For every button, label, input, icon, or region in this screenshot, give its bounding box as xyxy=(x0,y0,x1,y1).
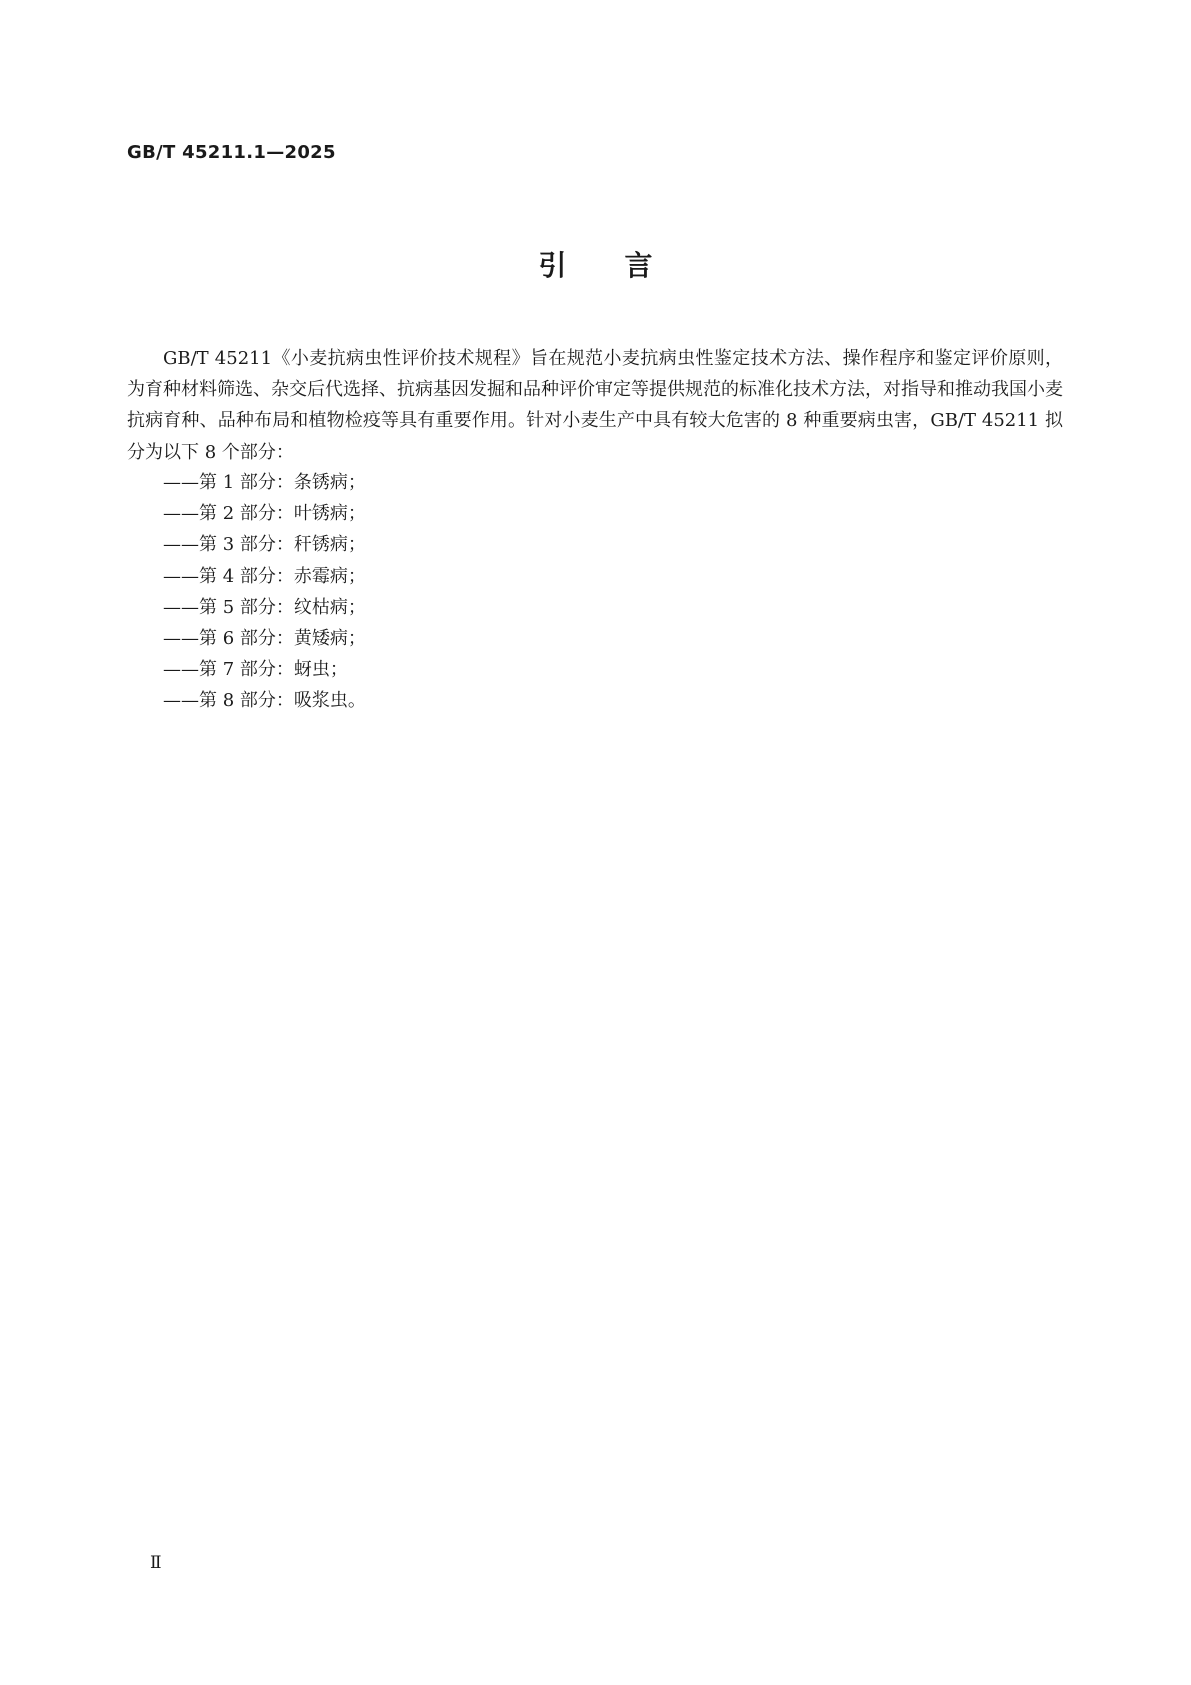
list-item-part-5: ——第 5 部分：纹枯病； xyxy=(163,596,366,618)
list-item-part-2: ——第 2 部分：叶锈病； xyxy=(163,503,366,525)
list-item-part-4: ——第 4 部分：赤霉病； xyxy=(163,565,366,587)
list-item-part-1: ——第 1 部分：条锈病； xyxy=(163,472,366,493)
list-item-part-6: ——第 6 部分：黄矮病； xyxy=(163,628,366,650)
list-item-part-7: ——第 7 部分：蚜虫； xyxy=(163,659,348,681)
list-item-part-3: ——第 3 部分：秆锈病； xyxy=(163,534,366,556)
intro-paragraph: GB/T 45211《小麦抗病虫性评价技术规程》旨在规范小麦抗病虫性鉴定技术方法、操作程序和鉴定评价原则，为育种材料筛选、杂交后代选择、抗病基因发掘和品种评价审定等提供规范的标准化技术方法，对指导和推动我国小麦抗病育种、品种布局和植物检疫等具有重要作用。针对小麦生产中具有较大危害的 8 种重要病虫害，GB/T 45211 拟分为以下 8 个部分： xyxy=(127,348,1063,463)
parts-list xyxy=(163,467,366,717)
standard-code-header: GB/T 45211.1—2025 xyxy=(127,142,336,163)
page-number: Ⅱ xyxy=(150,1553,162,1573)
list-item-part-8: ——第 8 部分：吸浆虫。 xyxy=(163,690,366,712)
page-title: 引言 xyxy=(538,249,711,282)
